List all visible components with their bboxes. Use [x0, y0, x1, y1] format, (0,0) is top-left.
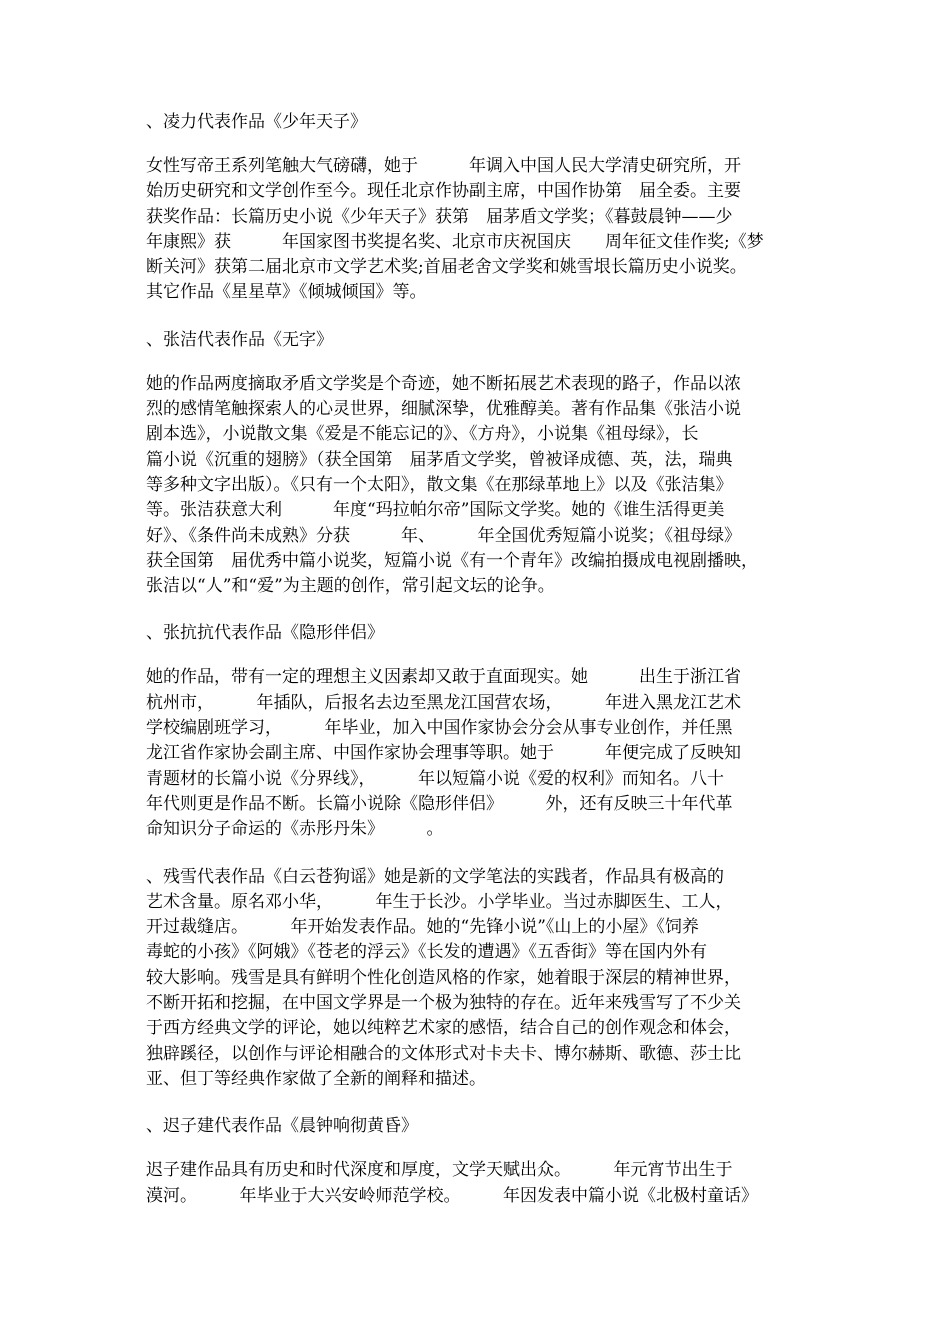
document-page [146, 110, 811, 1231]
section-heading-chi-zijian: 、迟子建代表作品《晨钟响彻黄昏》 [146, 1116, 418, 1137]
section-heading-ling-li: 、凌力代表作品《少年天子》 [146, 112, 367, 132]
section-body-chi-zijian: 迟子建作品具有历史和时代深度和厚度，文学天赋出众。 年元宵节出生于 漠河。 年毕业于大兴安岭师范学校。 年因发表中篇小说《北极村童话》 [146, 1160, 758, 1206]
section-body-ling-li: 女性写帝王系列笔触大气磅礴，她于 年调入中国人民大学清史研究所，开 始历史研究和文学创作至今。现任北京作协副主席，中国作协第 届全委。主要 获奖作品：长篇历史小说《少年天子》获第 届茅盾文学奖；《暮鼓晨钟——少 年康熙》获 年国家图书奖提名奖、北京市庆祝国庆 周年征文佳作奖;《梦 断关河》获第二届北京市文学艺术奖;首届老舍文学奖和姚雪垠长篇历史小说奖。 其它作品《星星草》《倾城倾国》等。 [146, 156, 764, 303]
section-body-can-xue: 、残雪代表作品《白云苍狗谣》她是新的文学笔法的实践者，作品具有极高的 艺术含量。原名邓小华， 年生于长沙。小学毕业。当过赤脚医生、工人， 开过裁缝店。 年开始发表作品。她的“先锋小说”《山上的小屋》《饲养 毒蛇的小孩》《阿娥》《苍老的浮云》《长发的遭遇》《五香街》等在国内外有 较大影响。残雪是具有鲜明个性化创造风格的作家，她着眼于深层的精神世界， 不断开拓和挖掘，在中国文学界是一个极为独特的存在。近年来残雪写了不少关 于西方经典文学的评论，她以纯粹艺术家的感悟，结合自己的创作观念和体会， 独辟蹊径，以创作与评论相融合的文体形式对卡夫卡、博尔赫斯、歌德、莎士比 亚、但丁等经典作家做了全新的阐释和描述。 [146, 866, 741, 1089]
section-body-zhang-jie: 她的作品两度摘取矛盾文学奖是个奇迹，她不断拓展艺术表现的路子，作品以浓 烈的感情笔触探索人的心灵世界，细腻深挚，优雅醇美。著有作品集《张洁小说 剧本选》，小说散文集《爱是不能忘记的》、《方舟》，小说集《祖母绿》，长 篇小说《沉重的翅膀》（获全国第 届茅盾文学奖，曾被译成德、英，法，瑞典 等多种文字出版）。《只有一个太阳》，散文集《在那绿革地上》以及《张洁集》 等。张洁获意大利 年度“玛拉帕尔帝”国际文学奖。她的《谁生活得更美 好》、《条件尚未成熟》分获 年、 年全国优秀短篇小说奖；《祖母绿》 获全国第 届优秀中篇小说奖，短篇小说《有一个青年》改编拍摄成电视剧播映， 张洁以“人”和“爱”为主题的创作，常引起文坛的论争。 [146, 373, 758, 597]
section-heading-zhang-jie: 、张洁代表作品《无字》 [146, 329, 333, 350]
section-heading-zhang-kangkang: 、张抗抗代表作品《隐形伴侣》 [146, 623, 384, 644]
section-body-zhang-kangkang: 她的作品，带有一定的理想主义因素却又敢于直面现实。她 出生于浙江省 杭州市， 年插队，后报名去边至黑龙江国营农场， 年进入黑龙江艺术 学校编剧班学习， 年毕业，加入中国作家协会分会从事专业创作，并任黑 龙江省作家协会副主席、中国作家协会理事等职。她于 年便完成了反映知 青题材的长篇小说《分界线》， 年以短篇小说《爱的权利》而知名。八十 年代则更是作品不断。长篇小说除《隐形伴侣》 外，还有反映三十年代革 命知识分子命运的《赤彤丹朱》 。 [146, 667, 741, 840]
